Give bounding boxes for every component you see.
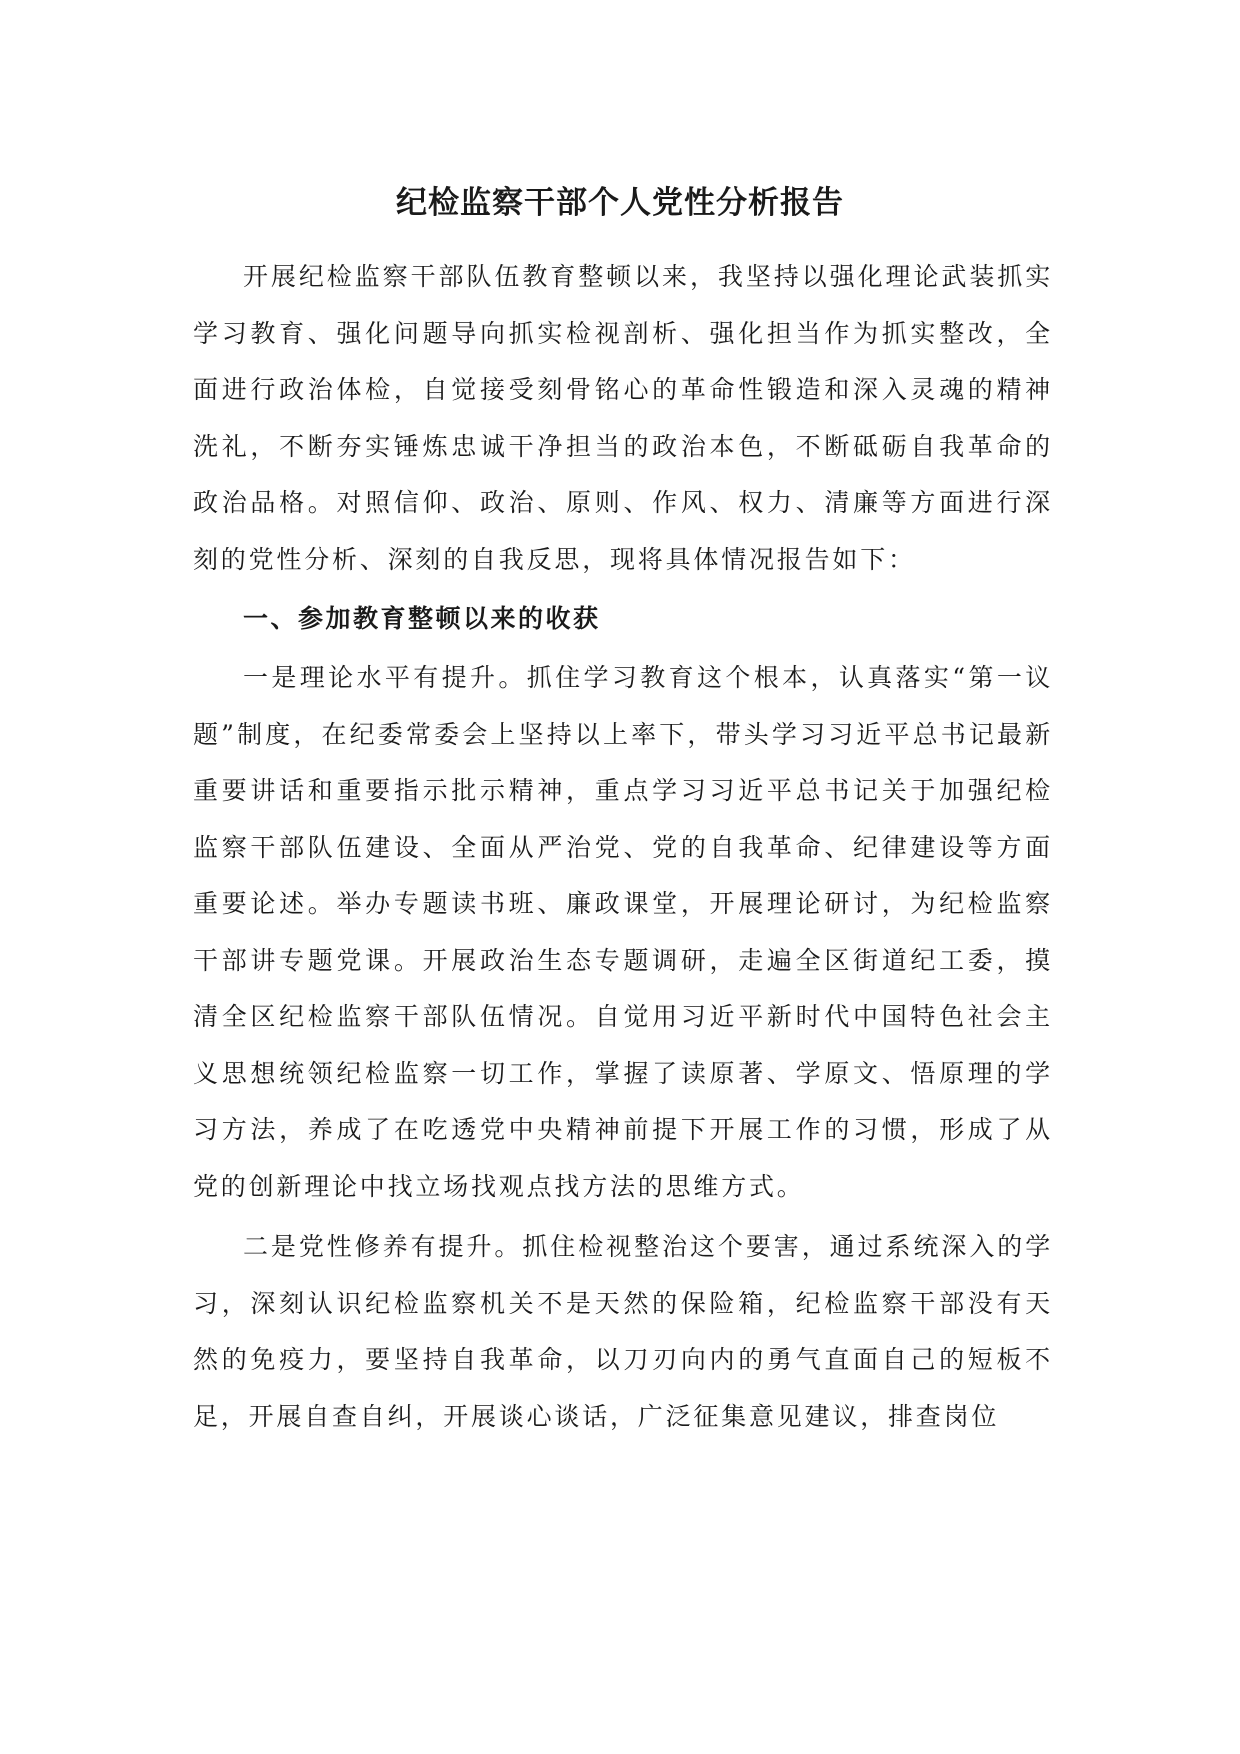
intro-paragraph: 开展纪检监察干部队伍教育整顿以来，我坚持以强化理论武装抓实学习教育、强化问题导向抓实检视剖析、强化担当作为抓实整改，全面进行政治体检，自觉接受刻骨铭心的革命性锻造和深入灵魂的精神洗礼，不断夯实锤炼忠诚干净担当的政治本色，不断砥砺自我革命的政治品格。对照信仰、政治、原则、作风、权力、清廉等方面进行深刻的党性分析、深刻的自我反思，现将具体情况报告如下：: [193, 262, 1053, 574]
paragraph-party-spirit: 二是党性修养有提升。抓住检视整治这个要害，通过系统深入的学习，深刻认识纪检监察机关不是天然的保险箱，纪检监察干部没有天然的免疫力，要坚持自我革命，以刀刃向内的勇气直面自己的短板不足，开展自查自纠，开展谈心谈话，广泛征集意见建议，排查岗位: [193, 1232, 1053, 1431]
section-heading-gains: 一、参加教育整顿以来的收获: [243, 604, 601, 633]
paragraph-theory-level: 一是理论水平有提升。抓住学习教育这个根本，认真落实“第一议题”制度，在纪委常委会上坚持以上率下，带头学习习近平总书记最新重要讲话和重要指示批示精神，重点学习习近平总书记关于加强纪检监察干部队伍建设、全面从严治党、党的自我革命、纪律建设等方面重要论述。举办专题读书班、廉政课堂，开展理论研讨，为纪检监察干部讲专题党课。开展政治生态专题调研，走遍全区街道纪工委，摸清全区纪检监察干部队伍情况。自觉用习近平新时代中国特色社会主义思想统领纪检监察一切工作，掌握了读原著、学原文、悟原理的学习方法，养成了在吃透党中央精神前提下开展工作的习惯，形成了从党的创新理论中找立场找观点找方法的思维方式。: [193, 663, 1053, 1201]
document-title: 纪检监察干部个人党性分析报告: [396, 185, 844, 221]
